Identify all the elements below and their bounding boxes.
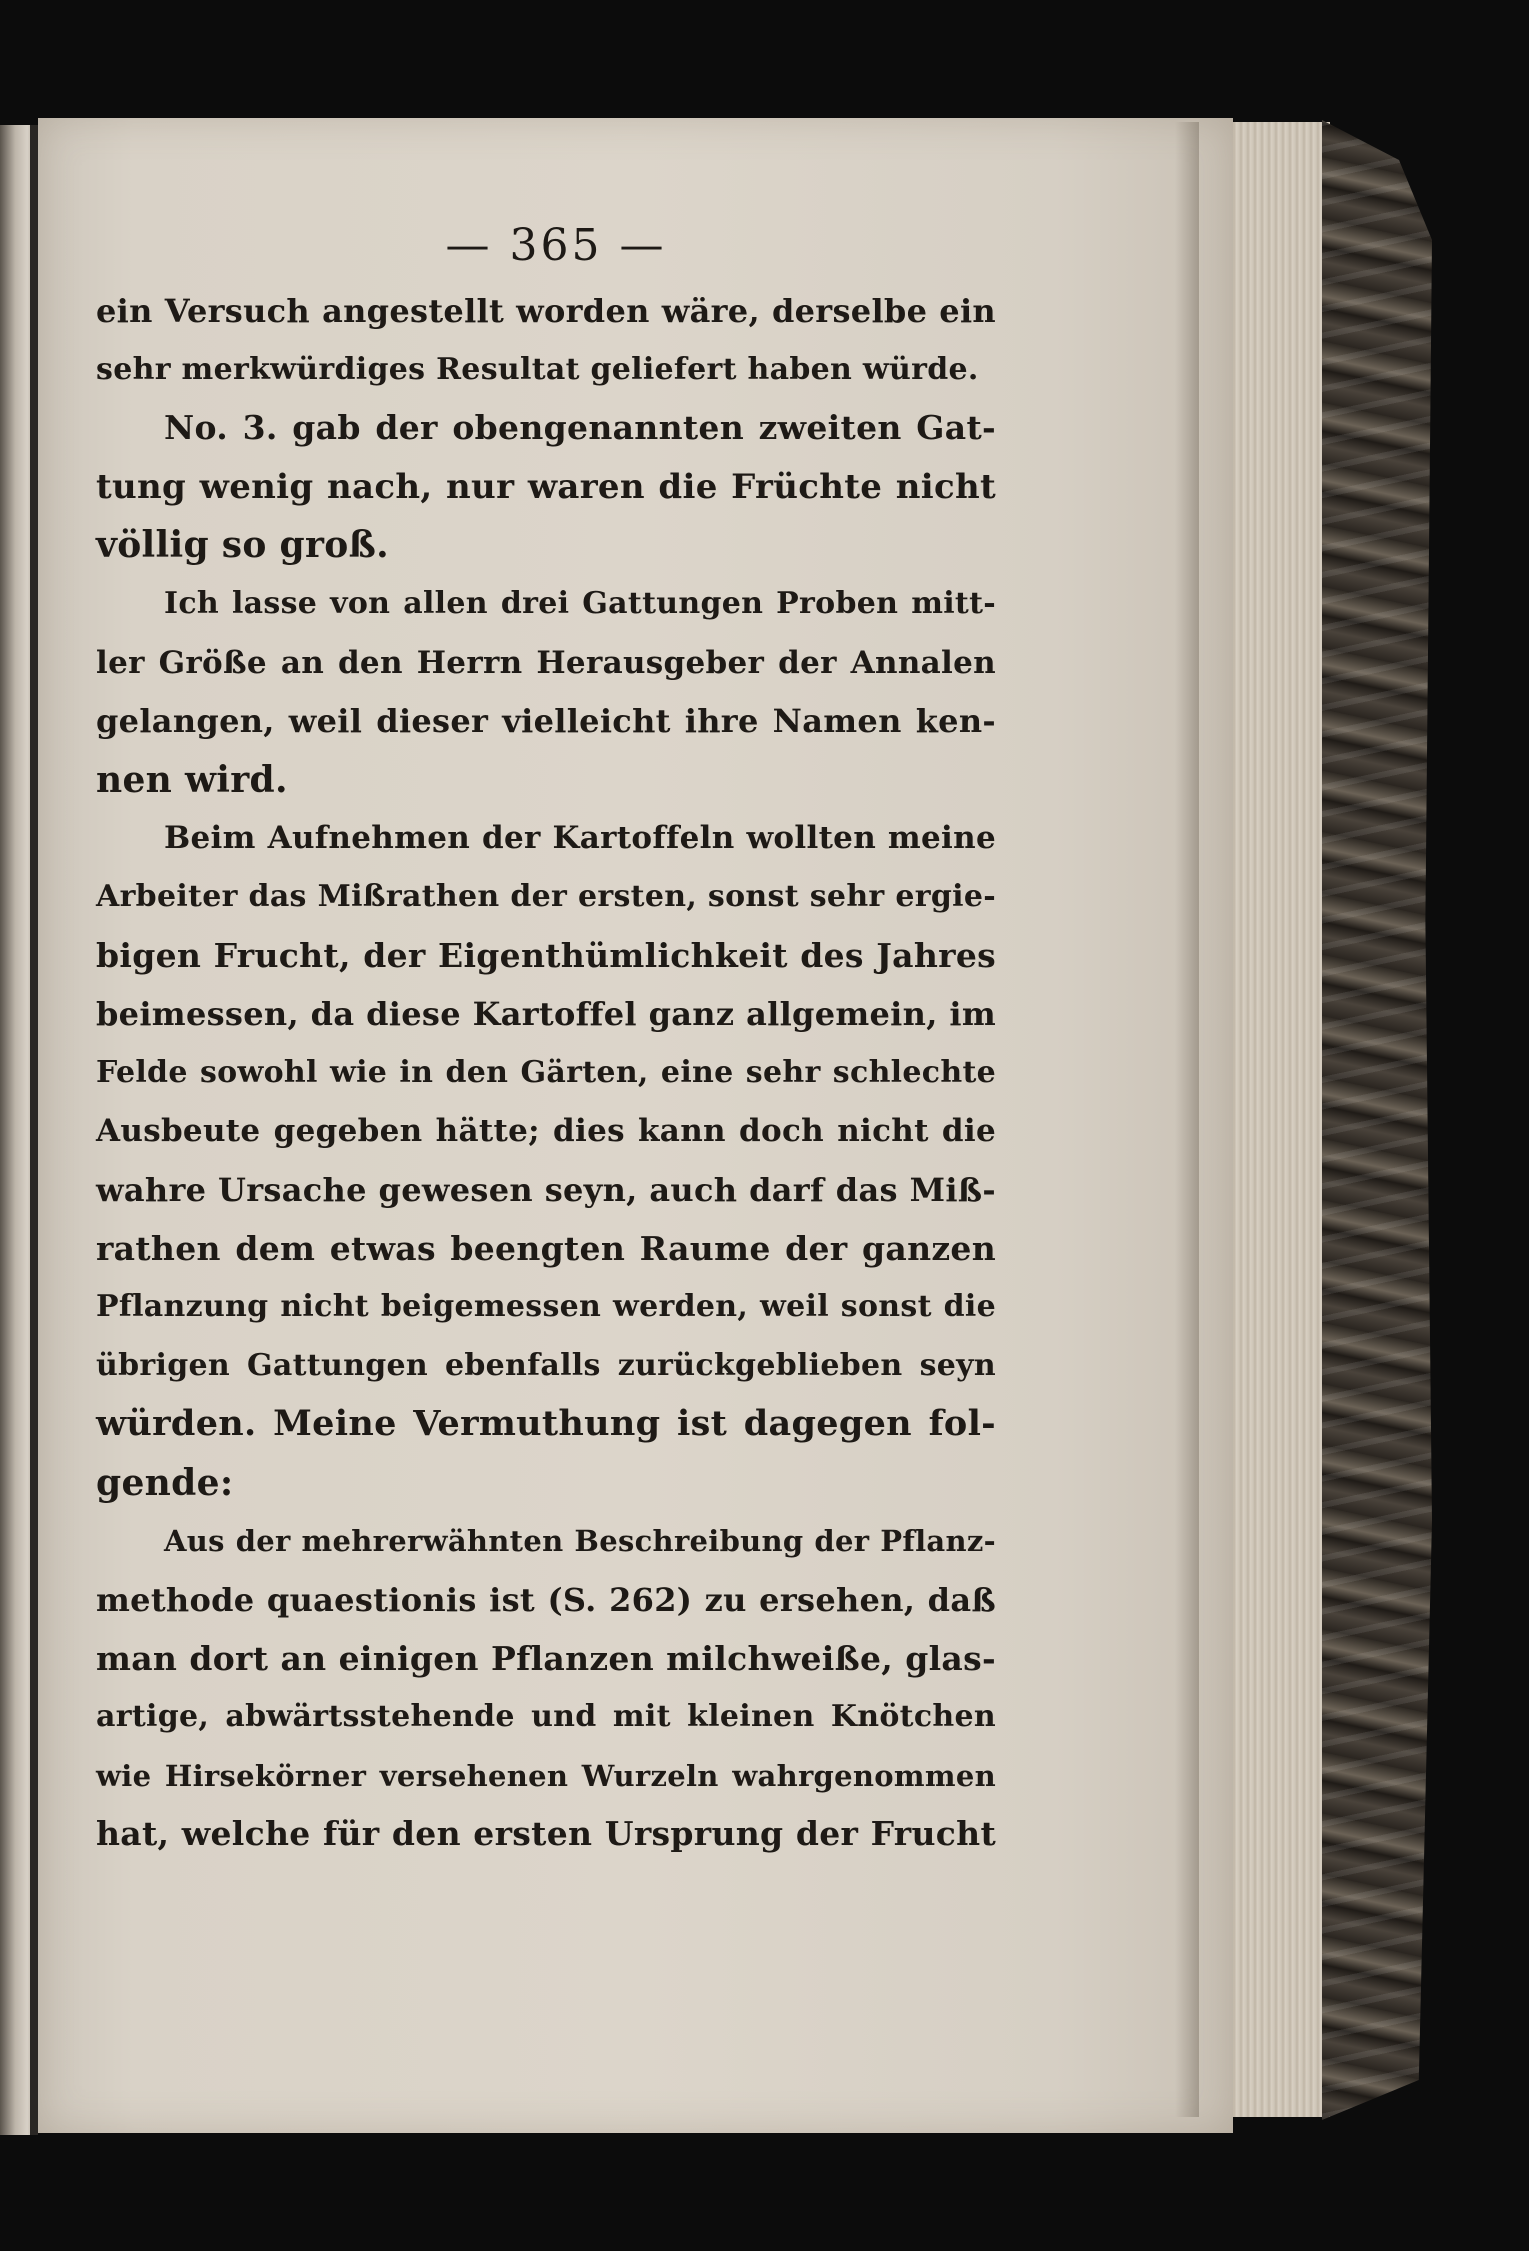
text-line: methode quaestionis ist (S. 262) zu ersehen, daß: [96, 1581, 996, 1620]
text-line: sehr merkwürdiges Resultat geliefert haben würde.: [96, 351, 979, 387]
text-line: würden. Meine Vermuthung ist dagegen fol-: [96, 1403, 996, 1445]
text-line: wahre Ursache gewesen seyn, auch darf das Miß-: [96, 1170, 996, 1209]
text-line: man dort an einigen Pflanzen milchweiße, glas-: [96, 1638, 996, 1678]
page-number-header: — 365 —: [445, 220, 667, 271]
text-line: beimessen, da diese Kartoffel ganz allgemein, im: [96, 995, 996, 1034]
text-line: Pflanzung nicht beigemessen werden, weil sonst die: [96, 1289, 996, 1325]
text-line: gelangen, weil dieser vielleicht ihre Namen ken-: [96, 702, 996, 741]
text-line: bigen Frucht, der Eigenthümlichkeit des Jahres: [96, 935, 996, 975]
text-line: Aus der mehrerwähnten Beschreibung der Pflanz-: [164, 1524, 996, 1559]
text-line: gende:: [96, 1461, 234, 1504]
text-line: ein Versuch angestellt worden wäre, derselbe ein: [96, 292, 996, 330]
page-text: [96, 210, 996, 1864]
text-line: Arbeiter das Mißrathen der ersten, sonst sehr ergie-: [96, 878, 996, 914]
text-line: rathen dem etwas beengten Raume der ganzen: [96, 1228, 996, 1268]
marbled-cover-edge: [1322, 120, 1432, 2120]
text-line: Ausbeute gegeben hätte; dies kann doch nicht die: [96, 1113, 996, 1150]
text-lines: [96, 282, 996, 1864]
text-line: übrigen Gattungen ebenfalls zurückgeblieben seyn: [96, 1347, 996, 1383]
text-line: ler Größe an den Herrn Herausgeber der Annalen: [96, 644, 996, 681]
text-line: No. 3. gab der obengenannten zweiten Gat-: [164, 408, 996, 448]
text-line: völlig so groß.: [96, 524, 390, 567]
gutter-shadow: [1175, 122, 1199, 2117]
text-line: artige, abwärtsstehende und mit kleinen Knötchen: [96, 1699, 996, 1735]
previous-page-edge: [0, 125, 34, 2135]
text-line: wie Hirsekörner versehenen Wurzeln wahrgenommen: [96, 1758, 996, 1793]
text-line: nen wird.: [96, 758, 288, 801]
text-line: Felde sowohl wie in den Gärten, eine sehr schlechte: [96, 1054, 996, 1090]
text-line: hat, welche für den ersten Ursprung der Frucht: [96, 1814, 996, 1854]
text-line: tung wenig nach, nur waren die Früchte nicht: [96, 466, 996, 507]
text-line: Beim Aufnehmen der Kartoffeln wollten meine: [164, 820, 996, 857]
text-line: Ich lasse von allen drei Gattungen Proben mitt-: [164, 585, 996, 621]
page-edge-shadow: [30, 125, 38, 2135]
